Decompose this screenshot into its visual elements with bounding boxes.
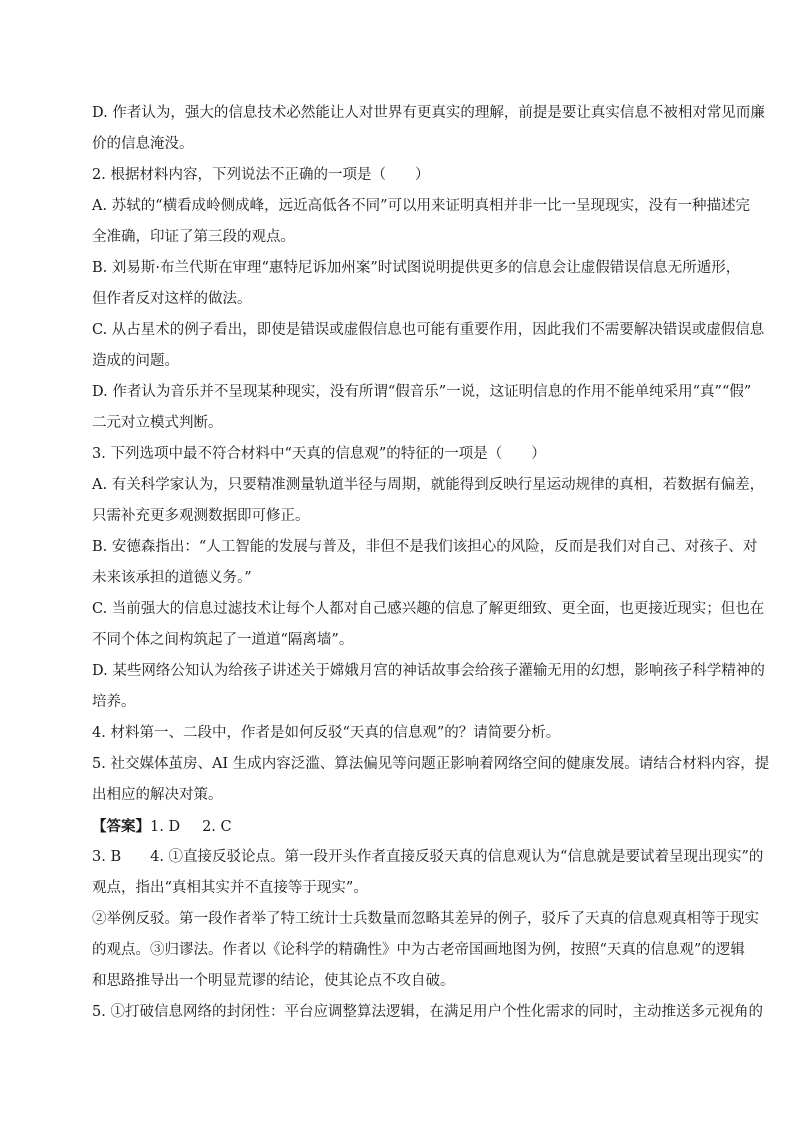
option-d: D. 作者认为音乐并不呈现某种现实，没有所谓“假音乐”一说，这证明信息的作用不能单纯采用“真”“假” — [92, 384, 752, 400]
option-a: A. 有关科学家认为，只要精准测量轨道半径与周期，就能得到反映行星运动规律的真相，若数据有偏差， — [92, 477, 765, 493]
text-line: 不同个体之间构筑起了一道道“隔离墙”。 — [92, 632, 354, 648]
option-b: B. 刘易斯·布兰代斯在审理“惠特尼诉加州案”时试图说明提供更多的信息会让虚假错误信息无所遁形， — [92, 260, 741, 276]
text-line: 出相应的解决对策。 — [92, 787, 223, 803]
question-2: 2. 根据材料内容，下列说法不正确的一项是（ ） — [92, 167, 430, 183]
text-line: 培养。 — [92, 694, 136, 710]
text-line: 只需补充更多观测数据即可修正。 — [92, 508, 310, 524]
document-body — [92, 98, 770, 1028]
answer-line: ②举例反驳。第一段作者举了特工统计士兵数量而忽略其差异的例子，驳斥了天真的信息观真相等于现实 — [92, 911, 759, 927]
text-line: 二元对立模式判断。 — [92, 415, 223, 431]
answer-line: 3. B 4. ①直接反驳论点。第一段开头作者直接反驳天真的信息观认为“信息就是要试着呈现出现实”的 — [92, 849, 764, 865]
question-5: 5. 社交媒体茧房、AI 生成内容泛滥、算法偏见等问题正影响着网络空间的健康发展。请结合材料内容，提 — [92, 756, 770, 772]
answer-line: 的观点。③归谬法。作者以《论科学的精确性》中为古老帝国画地图为例，按照“天真的信息观”的逻辑 — [92, 942, 745, 958]
text-line: 全准确，印证了第三段的观点。 — [92, 229, 295, 245]
text-line: 未来该承担的道德义务。” — [92, 570, 252, 586]
answer-2: 2. C — [202, 819, 232, 835]
question-4: 4. 材料第一、二段中，作者是如何反驳“天真的信息观”的？请简要分析。 — [92, 725, 561, 741]
answer-line: 5. ①打破信息网络的封闭性：平台应调整算法逻辑，在满足用户个性化需求的同时，主动推送多元视角的 — [92, 1004, 763, 1020]
option-b: B. 安德森指出：“人工智能的发展与普及，非但不是我们该担心的风险，反而是我们对自己、对孩子、对 — [92, 539, 758, 555]
answer-1: 1. D — [150, 819, 181, 835]
option-a: A. 苏轼的“横看成岭侧成峰，远近高低各不同”可以用来证明真相并非一比一呈现现实，没有一种描述完 — [92, 198, 751, 214]
answer-line: 观点，指出“真相其实并不直接等于现实”。 — [92, 880, 368, 896]
text-line: 造成的问题。 — [92, 353, 179, 369]
text-line: D. 作者认为，强大的信息技术必然能让人对世界有更真实的理解，前提是要让真实信息不被相对常见而廉 — [92, 105, 765, 121]
option-c: C. 从占星术的例子看出，即使是错误或虚假信息也可能有重要作用，因此我们不需要解决错误或虚假信息 — [92, 322, 765, 338]
answer-row — [92, 811, 724, 842]
text-line: 价的信息淹没。 — [92, 136, 194, 152]
question-3: 3. 下列选项中最不符合材料中“天真的信息观”的特征的一项是（ ） — [92, 446, 546, 462]
option-c: C. 当前强大的信息过滤技术让每个人都对自己感兴趣的信息了解更细致、更全面，也更接近现实；但也在 — [92, 601, 765, 617]
answer-label: 【答案】 — [92, 818, 150, 835]
answer-line: 和思路推导出一个明显荒谬的结论，使其论点不攻自破。 — [92, 973, 455, 989]
text-line: 但作者反对这样的做法。 — [92, 291, 252, 307]
option-d: D. 某些网络公知认为给孩子讲述关于嫦娥月宫的神话故事会给孩子灌输无用的幻想，影响孩子科学精神的 — [92, 663, 765, 679]
